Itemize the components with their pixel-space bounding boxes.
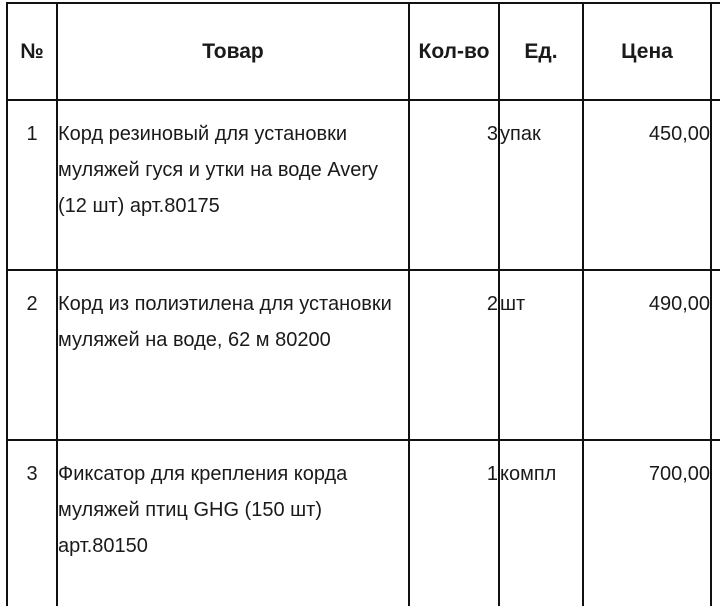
row-unit: упак xyxy=(499,100,583,270)
row-extra xyxy=(711,440,720,606)
row-qty: 2 xyxy=(409,270,499,440)
row-extra xyxy=(711,270,720,440)
table-row xyxy=(7,270,720,440)
header-item: Товар xyxy=(57,3,409,100)
row-qty: 3 xyxy=(409,100,499,270)
row-item: Корд из полиэтилена для установки муляжей на воде, 62 м 80200 xyxy=(57,270,409,440)
table-row xyxy=(7,440,720,606)
row-price: 700,00 xyxy=(583,440,711,606)
table-header-row xyxy=(7,3,720,100)
row-extra xyxy=(711,100,720,270)
row-unit: шт xyxy=(499,270,583,440)
row-num: 2 xyxy=(7,270,57,440)
order-items-table xyxy=(6,2,720,606)
header-extra xyxy=(711,3,720,100)
row-unit: компл xyxy=(499,440,583,606)
row-price: 490,00 xyxy=(583,270,711,440)
header-num: № xyxy=(7,3,57,100)
row-num: 3 xyxy=(7,440,57,606)
row-num: 1 xyxy=(7,100,57,270)
header-qty: Кол-во xyxy=(409,3,499,100)
row-qty: 1 xyxy=(409,440,499,606)
header-price: Цена xyxy=(583,3,711,100)
row-price: 450,00 xyxy=(583,100,711,270)
row-item: Фиксатор для крепления корда муляжей птиц GHG (150 шт) арт.80150 xyxy=(57,440,409,606)
table-row xyxy=(7,100,720,270)
header-unit: Ед. xyxy=(499,3,583,100)
row-item: Корд резиновый для установки муляжей гуся и утки на воде Avery (12 шт) арт.80175 xyxy=(57,100,409,270)
